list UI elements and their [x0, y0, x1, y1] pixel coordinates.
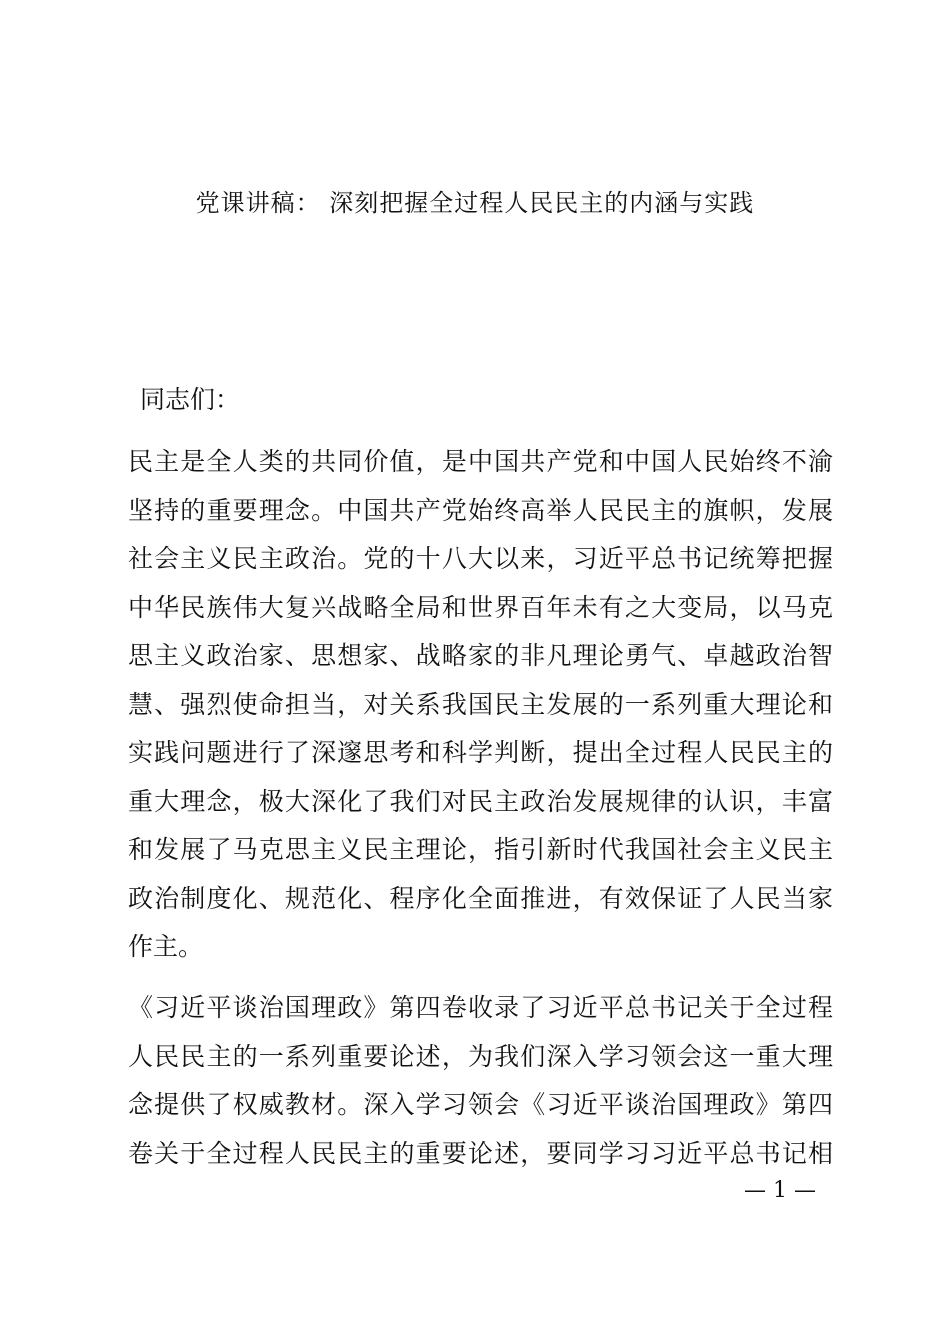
paragraph-line: 思主义政治家、思想家、战略家的非凡理论勇气、卓越政治智 — [128, 641, 833, 670]
paragraph-line: 念提供了权威教材。深入学习领会《习近平谈治国理政》第四 — [128, 1090, 833, 1119]
paragraph-line: 重大理念，极大深化了我们对民主政治发展规律的认识，丰富 — [128, 786, 833, 816]
paragraph-line: 民主是全人类的共同价值，是中国共产党和中国人民始终不渝 — [128, 447, 833, 476]
paragraph-2 — [128, 984, 833, 1178]
paragraph-line: 实践问题进行了深邃思考和科学判断，提出全过程人民民主的 — [128, 738, 833, 767]
paragraph-1 — [128, 438, 833, 972]
page-title: 党课讲稿： 深刻把握全过程人民民主的内涵与实践 — [195, 189, 755, 217]
paragraph-line: 作主。 — [128, 932, 204, 961]
paragraph-line: 坚持的重要理念。中国共产党始终高举人民民主的旗帜，发展 — [128, 495, 833, 525]
paragraph-line: 慧、强烈使命担当，对关系我国民主发展的一系列重大理论和 — [128, 689, 833, 719]
page-number: — 1 — — [744, 1178, 816, 1203]
salutation: 同志们： — [140, 385, 241, 414]
paragraph-line: 卷关于全过程人民民主的重要论述，要同学习习近平总书记相 — [128, 1138, 833, 1168]
paragraph-line: 人民民主的一系列重要论述，为我们深入学习领会这一重大理 — [128, 1041, 833, 1071]
paragraph-line: 《习近平谈治国理政》第四卷收录了习近平总书记关于全过程 — [128, 993, 833, 1022]
paragraph-line: 中华民族伟大复兴战略全局和世界百年未有之大变局，以马克 — [128, 592, 833, 622]
paragraph-line: 社会主义民主政治。党的十八大以来，习近平总书记统筹把握 — [128, 544, 833, 573]
paragraph-line: 和发展了马克思主义民主理论，指引新时代我国社会主义民主 — [128, 835, 833, 864]
paragraph-line: 政治制度化、规范化、程序化全面推进，有效保证了人民当家 — [128, 883, 833, 913]
